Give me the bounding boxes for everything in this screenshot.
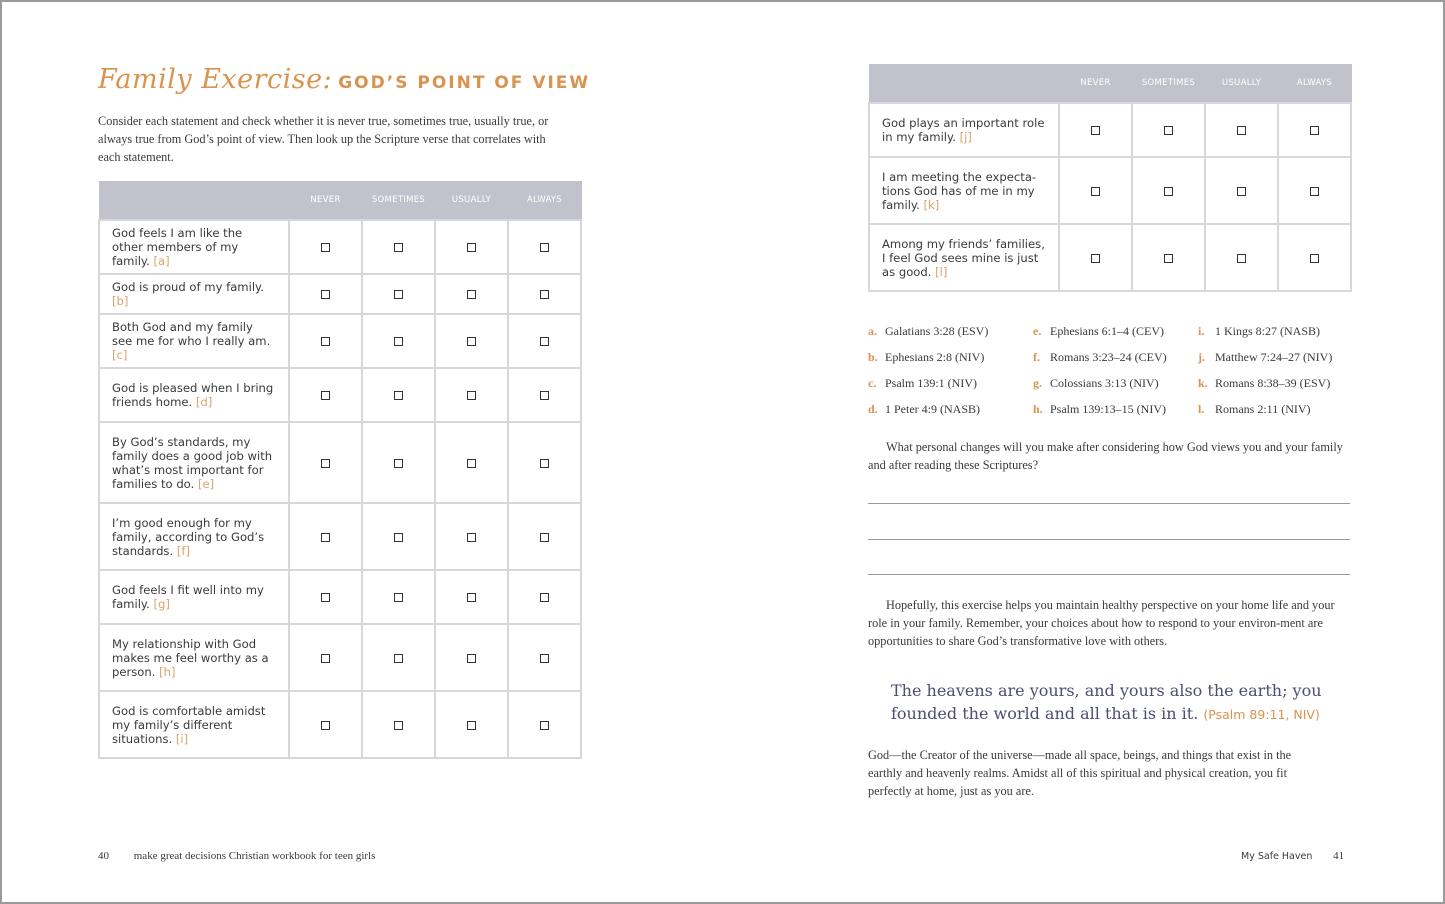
checkbox-cell-always [1278, 157, 1351, 224]
checkbox-usually[interactable] [1237, 126, 1246, 135]
checkbox-cell-usually [1205, 103, 1278, 157]
ref-letter: f. [1033, 350, 1040, 364]
ref-letter: g. [1033, 376, 1042, 390]
checkbox-cell-never [289, 422, 362, 503]
checkbox-always[interactable] [540, 721, 549, 730]
intro-text: Consider each statement and check whether it is never true, sometimes true, usually true, or always true from God’s point of view. Then look up the Scripture verse that correlates with each statement. [98, 114, 549, 164]
ref-letter: i. [1198, 324, 1205, 338]
checkbox-cell-sometimes [362, 624, 435, 691]
checkbox-cell-sometimes [1132, 224, 1205, 291]
statement-text: My relationship with God makes me feel worthy as a person. [112, 636, 269, 679]
table-row [99, 503, 581, 570]
scripture-ref-item [1198, 322, 1358, 340]
checkbox-usually[interactable] [467, 290, 476, 299]
statement-text: God is comfortable amidst my family’s different situations. [112, 703, 266, 746]
footer-left [98, 850, 375, 862]
scripture-ref-item [1198, 374, 1358, 392]
checkbox-cell-always [508, 503, 581, 570]
checkbox-sometimes[interactable] [394, 654, 403, 663]
checkbox-cell-usually [435, 422, 508, 503]
footer-page-number: 40 [98, 850, 109, 862]
statement-ref: [k] [923, 197, 940, 212]
checkbox-cell-never [289, 503, 362, 570]
checkbox-cell-always [508, 274, 581, 314]
answer-line-2[interactable] [868, 539, 1350, 540]
header-usually: USUALLY [435, 181, 508, 220]
checkbox-cell-usually [435, 570, 508, 624]
footer-chapter-title: My Safe Haven [1241, 851, 1313, 862]
checkbox-cell-usually [435, 503, 508, 570]
checkbox-always[interactable] [1310, 126, 1319, 135]
quote-reference: (Psalm 89:11, NIV) [1203, 707, 1320, 722]
table-row [99, 220, 581, 274]
table-row [869, 103, 1351, 157]
scripture-ref-item [1033, 322, 1198, 340]
checkbox-cell-always [1278, 103, 1351, 157]
statement-ref: [l] [935, 264, 948, 279]
footer-book-title: make great decisions Christian workbook for teen girls [133, 850, 376, 862]
checkbox-cell-never [1059, 157, 1132, 224]
ref-verse: 1 Kings 8:27 (NASB) [1215, 324, 1321, 338]
checkbox-cell-sometimes [362, 314, 435, 368]
statement-cell [99, 422, 289, 503]
checkbox-cell-always [508, 691, 581, 758]
checkbox-cell-always [508, 314, 581, 368]
checkbox-usually[interactable] [467, 391, 476, 400]
ref-verse: Romans 2:11 (NIV) [1215, 402, 1311, 416]
closing-paragraph: God—the Creator of the universe—made all space, beings, and things that exist in the earthly and heavenly realms. Amidst all of this spiritual and physical creation, you fit perfectly at home, just as you are. [868, 748, 1292, 798]
checkbox-sometimes[interactable] [394, 721, 403, 730]
checkbox-cell-usually [1205, 224, 1278, 291]
table-row [99, 691, 581, 758]
checkbox-cell-sometimes [362, 368, 435, 422]
footer-right [1241, 850, 1344, 862]
statement-ref: [i] [175, 731, 189, 746]
table-row [869, 157, 1351, 224]
checkbox-cell-sometimes [1132, 157, 1205, 224]
checkbox-cell-never [289, 368, 362, 422]
ref-letter: a. [868, 324, 877, 338]
table-header-row [869, 64, 1351, 103]
header-blank [99, 181, 289, 220]
checkbox-cell-usually [435, 314, 508, 368]
ref-verse: 1 Peter 4:9 (NASB) [885, 402, 980, 416]
checkbox-always[interactable] [540, 533, 549, 542]
checkbox-cell-never [1059, 103, 1132, 157]
statement-text: By God’s standards, my family does a good job with what’s most important for families to do. [112, 434, 273, 491]
ref-verse: Ephesians 2:8 (NIV) [885, 350, 985, 364]
table-row [99, 422, 581, 503]
checkbox-cell-never [289, 691, 362, 758]
statement-ref: [b] [112, 294, 129, 308]
checkbox-never[interactable] [321, 290, 330, 299]
ref-letter: h. [1033, 402, 1043, 416]
checkbox-cell-always [508, 422, 581, 503]
statement-text: God is proud of my family. [112, 280, 264, 294]
checkbox-never[interactable] [1091, 254, 1100, 263]
checkbox-cell-never [1059, 224, 1132, 291]
statement-ref: [h] [159, 664, 176, 679]
exercise-table-left [98, 181, 582, 759]
exercise-table-right [868, 64, 1352, 292]
header-sometimes: SOMETIMES [362, 181, 435, 220]
checkbox-always[interactable] [540, 290, 549, 299]
table-header-row [99, 181, 581, 220]
header-blank [869, 64, 1059, 103]
statement-text: God is pleased when I bring friends home. [112, 381, 274, 409]
ref-verse: Colossians 3:13 (NIV) [1050, 376, 1159, 390]
statement-ref: [e] [197, 476, 215, 491]
scripture-ref-item [1198, 400, 1358, 418]
checkbox-cell-sometimes [362, 503, 435, 570]
statement-cell [99, 691, 289, 758]
checkbox-always[interactable] [540, 391, 549, 400]
header-usually: USUALLY [1205, 64, 1278, 103]
ref-verse: Ephesians 6:1–4 (CEV) [1050, 324, 1164, 338]
header-always: ALWAYS [508, 181, 581, 220]
checkbox-usually[interactable] [467, 243, 476, 252]
statement-ref: [d] [195, 395, 213, 409]
checkbox-cell-never [289, 570, 362, 624]
ref-letter: l. [1198, 402, 1205, 416]
checkbox-usually[interactable] [1237, 187, 1246, 196]
checkbox-never[interactable] [321, 391, 330, 400]
header-sometimes: SOMETIMES [1132, 64, 1205, 103]
statement-cell [99, 314, 289, 368]
checkbox-cell-usually [435, 274, 508, 314]
checkbox-cell-always [508, 368, 581, 422]
scripture-ref-item [868, 348, 1033, 366]
scripture-ref-item [868, 322, 1033, 340]
checkbox-always[interactable] [540, 593, 549, 602]
scripture-ref-item [1033, 374, 1198, 392]
checkbox-sometimes[interactable] [394, 459, 403, 468]
checkbox-usually[interactable] [467, 721, 476, 730]
statement-cell [869, 157, 1059, 224]
answer-line-3[interactable] [868, 574, 1350, 575]
checkbox-sometimes[interactable] [394, 533, 403, 542]
scripture-ref-item [868, 374, 1033, 392]
checkbox-never[interactable] [321, 593, 330, 602]
scripture-reference-list [868, 322, 1358, 418]
scripture-ref-item [868, 400, 1033, 418]
table-row [99, 368, 581, 422]
checkbox-usually[interactable] [1237, 254, 1246, 263]
checkbox-cell-never [289, 624, 362, 691]
scripture-ref-item [1198, 348, 1358, 366]
answer-line-1[interactable] [868, 503, 1350, 504]
checkbox-cell-always [1278, 224, 1351, 291]
statement-cell [99, 503, 289, 570]
checkbox-always[interactable] [540, 654, 549, 663]
checkbox-cell-never [289, 220, 362, 274]
statement-cell [869, 224, 1059, 291]
statement-text: God feels I am like the other members of my family. [112, 226, 243, 268]
checkbox-cell-usually [435, 624, 508, 691]
checkbox-never[interactable] [1091, 187, 1100, 196]
ref-verse: Galatians 3:28 (ESV) [885, 324, 989, 338]
ref-verse: Romans 8:38–39 (ESV) [1215, 376, 1331, 390]
checkbox-always[interactable] [540, 243, 549, 252]
ref-letter: d. [868, 402, 878, 416]
checkbox-cell-usually [1205, 157, 1278, 224]
statement-ref: [j] [959, 130, 972, 144]
statement-text: I am meeting the expecta-tions God has of me in my family. [882, 169, 1037, 212]
table-row [99, 624, 581, 691]
checkbox-sometimes[interactable] [394, 290, 403, 299]
statement-ref: [f] [176, 543, 190, 558]
checkbox-never[interactable] [321, 654, 330, 663]
checkbox-usually[interactable] [467, 654, 476, 663]
checkbox-never[interactable] [321, 721, 330, 730]
checkbox-never[interactable] [321, 337, 330, 346]
footer-page-number: 41 [1333, 850, 1345, 862]
checkbox-cell-usually [435, 368, 508, 422]
statement-cell [99, 368, 289, 422]
statement-cell [99, 570, 289, 624]
checkbox-cell-usually [435, 220, 508, 274]
checkbox-usually[interactable] [467, 593, 476, 602]
checkbox-sometimes[interactable] [394, 243, 403, 252]
checkbox-cell-always [508, 624, 581, 691]
body-paragraph: Hopefully, this exercise helps you maintain healthy perspective on your home life and your role in your family. Remember, your choices about how to respond to your environ-ment are opportunities to share God’s transformative love with others. [868, 598, 1335, 648]
checkbox-usually[interactable] [467, 459, 476, 468]
checkbox-cell-sometimes [362, 220, 435, 274]
statement-cell [869, 103, 1059, 157]
title-script: Family Exercise: [98, 64, 333, 95]
checkbox-always[interactable] [1310, 187, 1319, 196]
statement-text: God feels I fit well into my family. [112, 583, 264, 611]
statement-text: Both God and my family see me for who I really am. [112, 320, 271, 348]
ref-verse: Matthew 7:24–27 (NIV) [1215, 350, 1333, 364]
reflection-question: What personal changes will you make after considering how God views you and your family and after reading these Scriptures? [868, 440, 1343, 472]
checkbox-cell-sometimes [1132, 103, 1205, 157]
ref-letter: j. [1198, 350, 1205, 364]
checkbox-cell-sometimes [362, 422, 435, 503]
checkbox-always[interactable] [1310, 254, 1319, 263]
scripture-ref-item [1033, 348, 1198, 366]
page-title [98, 64, 590, 95]
checkbox-cell-always [508, 220, 581, 274]
statement-text: I’m good enough for my family, according to God’s standards. [112, 515, 265, 558]
checkbox-sometimes[interactable] [1164, 254, 1173, 263]
statement-ref: [g] [153, 597, 170, 611]
ref-verse: Psalm 139:1 (NIV) [885, 376, 977, 390]
checkbox-cell-sometimes [362, 691, 435, 758]
table-row [99, 274, 581, 314]
statement-text: God plays an important role in my family. [882, 116, 1045, 144]
ref-letter: k. [1198, 376, 1208, 390]
header-never: NEVER [1059, 64, 1132, 103]
scripture-ref-item [1033, 400, 1198, 418]
checkbox-always[interactable] [540, 337, 549, 346]
checkbox-cell-sometimes [362, 570, 435, 624]
ref-letter: c. [868, 376, 877, 390]
ref-letter: e. [1033, 324, 1042, 338]
checkbox-sometimes[interactable] [394, 337, 403, 346]
checkbox-sometimes[interactable] [394, 391, 403, 400]
ref-letter: b. [868, 350, 878, 364]
checkbox-cell-sometimes [362, 274, 435, 314]
checkbox-sometimes[interactable] [394, 593, 403, 602]
ref-verse: Romans 3:23–24 (CEV) [1050, 350, 1167, 364]
quote-text: The heavens are yours, and yours also the earth; you founded the world and all that is in it. [891, 681, 1322, 723]
checkbox-cell-never [289, 274, 362, 314]
statement-cell [99, 274, 289, 314]
checkbox-sometimes[interactable] [1164, 187, 1173, 196]
statement-ref: [c] [112, 348, 128, 362]
title-caps: GOD’S POINT OF VIEW [338, 73, 591, 93]
statement-cell [99, 220, 289, 274]
table-row [99, 570, 581, 624]
checkbox-never[interactable] [321, 533, 330, 542]
ref-verse: Psalm 139:13–15 (NIV) [1050, 402, 1166, 416]
checkbox-cell-always [508, 570, 581, 624]
checkbox-cell-usually [435, 691, 508, 758]
checkbox-never[interactable] [321, 243, 330, 252]
checkbox-never[interactable] [1091, 126, 1100, 135]
checkbox-never[interactable] [321, 459, 330, 468]
table-row [99, 314, 581, 368]
statement-ref: [a] [153, 254, 170, 268]
header-never: NEVER [289, 181, 362, 220]
statement-cell [99, 624, 289, 691]
checkbox-usually[interactable] [467, 337, 476, 346]
checkbox-cell-never [289, 314, 362, 368]
statement-text: Among my friends’ families, I feel God sees mine is just as good. [882, 236, 1045, 279]
scripture-quote [891, 679, 1341, 726]
table-row [869, 224, 1351, 291]
checkbox-always[interactable] [540, 459, 549, 468]
checkbox-usually[interactable] [467, 533, 476, 542]
header-always: ALWAYS [1278, 64, 1351, 103]
checkbox-sometimes[interactable] [1164, 126, 1173, 135]
